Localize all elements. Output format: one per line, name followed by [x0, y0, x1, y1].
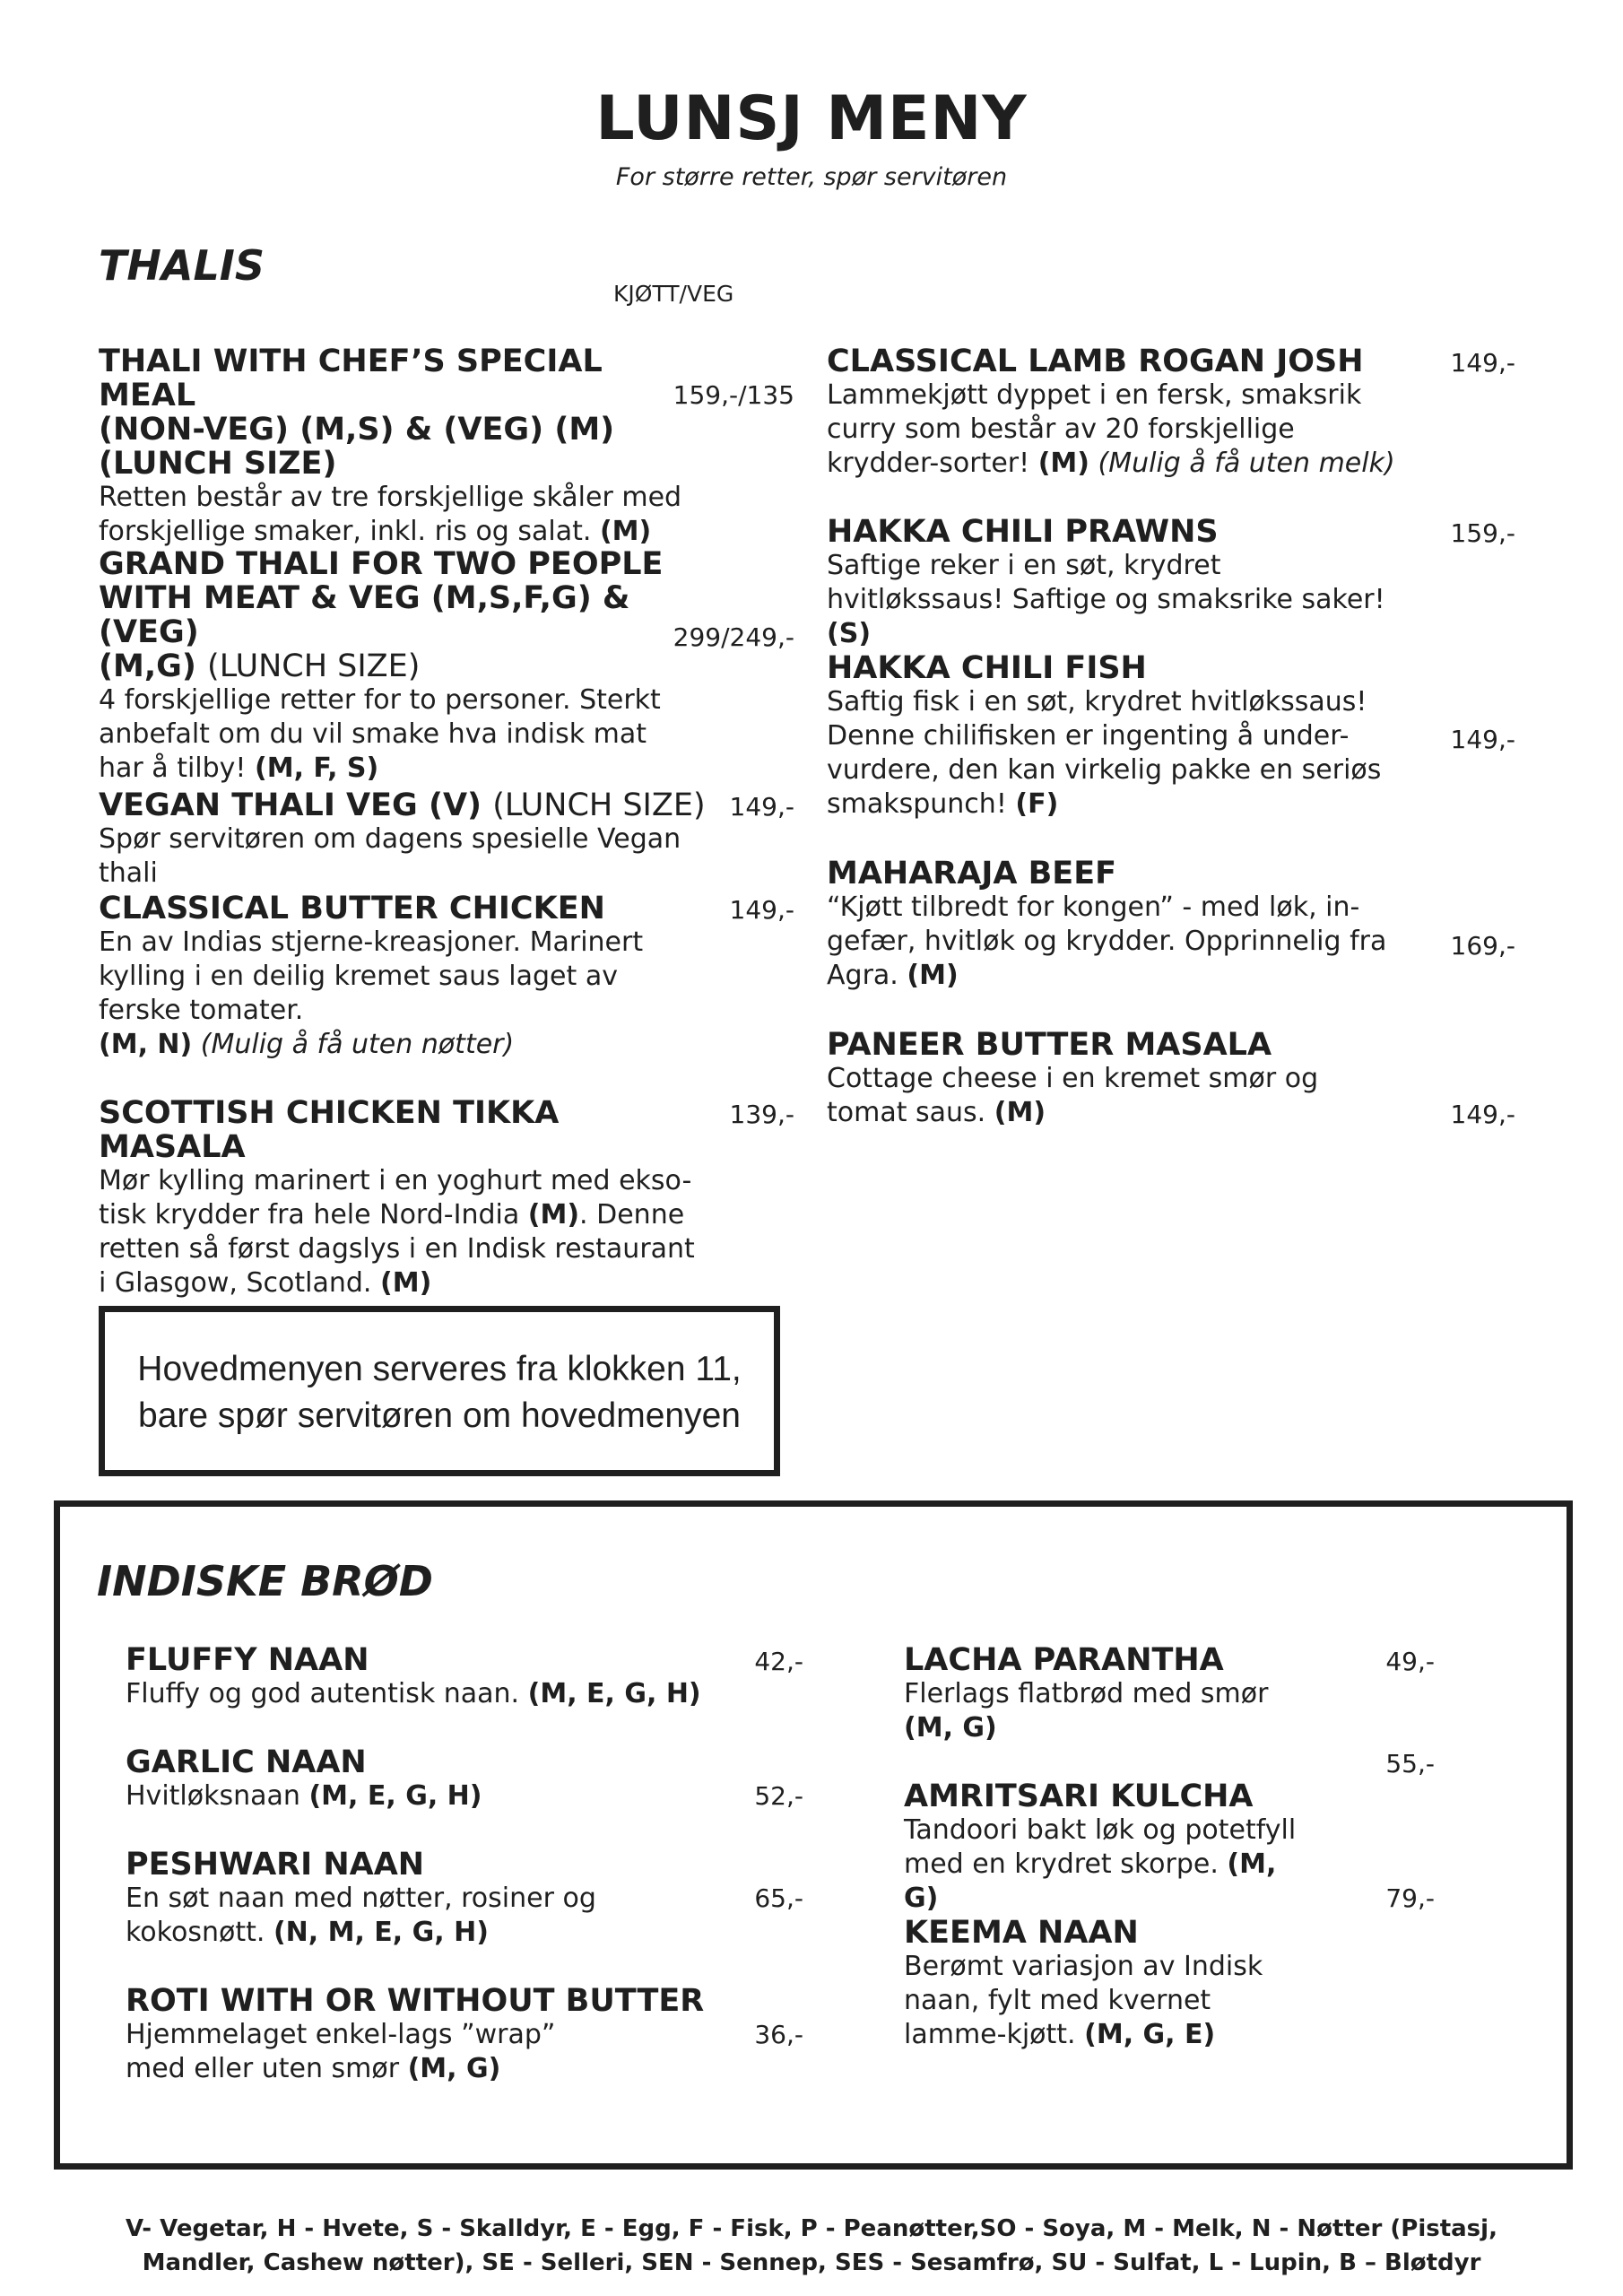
item-allergens: (M, N) (Mulig å få uten nøtter): [99, 1029, 515, 1060]
item-name: CLASSICAL BUTTER CHICKEN: [99, 891, 605, 926]
section-title-thalis: THALIS: [99, 241, 265, 290]
menu-item: [827, 344, 1401, 481]
menu-item: [126, 1745, 735, 1813]
menu-item: [126, 1984, 735, 2086]
item-name: AMRITSARI KULCHA: [904, 1779, 1254, 1814]
item-name: MAHARAJA BEEF: [827, 856, 1117, 891]
item-name: CLASSICAL LAMB ROGAN JOSH: [827, 344, 1364, 379]
item-price: 42,-: [754, 1647, 803, 1676]
item-price: 139,-: [729, 1100, 794, 1129]
item-description: Mør kylling marinert i en yoghurt med ekso-tisk krydder fra hele Nord-India (M). Denne retten så først dagslys i en Indisk restaurant i Glasgow, Scotland. (M): [99, 1165, 695, 1299]
item-price: 149,-: [1450, 1100, 1515, 1129]
notice-line: Hovedmenyen serveres fra klokken 11,: [137, 1350, 742, 1388]
menu-item: [126, 1643, 735, 1711]
item-name: (M,G) (LUNCH SIZE): [99, 648, 421, 684]
menu-item: [99, 1096, 699, 1300]
item-name: THALI WITH CHEF’S SPECIAL MEAL: [99, 344, 603, 413]
item-name: HAKKA CHILI PRAWNS: [827, 514, 1219, 550]
item-name: PANEER BUTTER MASALA: [827, 1027, 1272, 1063]
menu-item: [126, 1848, 753, 1950]
menu-item: [904, 1643, 1316, 1745]
item-price: 55,-: [1385, 1749, 1435, 1779]
item-description: Lammekjøtt dyppet i en fersk, smaksrik curry som består av 20 forskjellige krydder-sorter! (M) (Mulig å få uten melk): [827, 379, 1395, 479]
menu-item: [99, 547, 699, 786]
item-description: Retten består av tre forskjellige skåler med forskjellige smaker, inkl. ris og salat. (M): [99, 482, 682, 547]
item-price: 149,-: [1450, 348, 1515, 378]
item-name: ROTI WITH OR WITHOUT BUTTER: [126, 1983, 705, 2019]
item-price: 159,-: [1450, 518, 1515, 548]
menu-item: [904, 1916, 1316, 2052]
main-menu-notice: [99, 1306, 780, 1476]
item-description: Hjemmelaget enkel-lags ”wrap” med eller uten smør (M, G): [126, 2019, 556, 2084]
item-description: Fluffy og god autentisk naan. (M, E, G, H): [126, 1678, 701, 1709]
item-description: “Kjøtt tilbredt for kongen” - med løk, in-gefær, hvitløk og krydder. Opprinnelig fra Agra. (M): [827, 891, 1387, 991]
item-description: Saftige reker i en søt, krydret hvitløkssaus! Saftige og smaksrike saker! (S): [827, 550, 1385, 649]
menu-item: [99, 891, 699, 1062]
item-price: 149,-: [729, 895, 794, 925]
menu-item: [827, 515, 1401, 651]
item-name: SCOTTISH CHICKEN TIKKA MASALA: [99, 1095, 560, 1165]
item-description: Tandoori bakt løk og potetfyll med en krydret skorpe. (M, G): [904, 1814, 1297, 1914]
item-name: WITH MEAT & VEG (M,S,F,G) & (VEG): [99, 580, 630, 650]
item-name: (NON-VEG) (M,S) & (VEG) (M): [99, 412, 615, 448]
legend-line: Mandler, Cashew nøtter), SE - Selleri, SEN - Sennep, SES - Sesamfrø, SU - Sulfat, L - Lupin, B – Bløtdyr: [142, 2249, 1481, 2276]
item-price: 52,-: [754, 1781, 803, 1811]
notice-line: bare spør servitøren om hovedmenyen: [138, 1396, 741, 1435]
page-title: LUNSJ MENY: [595, 83, 1028, 154]
menu-item: [827, 857, 1401, 993]
item-name: KEEMA NAAN: [904, 1915, 1139, 1951]
section-title-breads: INDISKE BRØD: [97, 1557, 433, 1605]
allergen-legend: [0, 2212, 1623, 2280]
item-description: Flerlags flatbrød med smør: [904, 1678, 1269, 1709]
item-name: FLUFFY NAAN: [126, 1642, 369, 1678]
page-subtitle: For større retter, spør servitøren: [615, 163, 1008, 191]
menu-item: [99, 788, 708, 891]
item-allergens: (M, G): [904, 1712, 997, 1744]
item-price: 79,-: [1385, 1883, 1435, 1913]
legend-line: V- Vegetar, H - Hvete, S - Skalldyr, E - Egg, F - Fisk, P - Peanøtter,SO - Soya, M - Melk, N - Nøtter (Pistasj,: [126, 2215, 1497, 2242]
item-price: 169,-: [1450, 931, 1515, 961]
menu-item: [827, 651, 1401, 822]
item-description: Hvitløksnaan (M, E, G, H): [126, 1780, 482, 1812]
menu-item: [827, 1028, 1419, 1130]
item-size: (LUNCH SIZE): [99, 446, 337, 482]
item-description: En søt naan med nøtter, rosiner og kokosnøtt. (N, M, E, G, H): [126, 1883, 596, 1948]
item-name: GARLIC NAAN: [126, 1744, 367, 1780]
item-name: GRAND THALI FOR TWO PEOPLE: [99, 546, 664, 582]
item-name: LACHA PARANTHA: [904, 1642, 1224, 1678]
item-price: 65,-: [754, 1883, 803, 1913]
item-price: 149,-: [729, 792, 794, 822]
item-description: Cottage cheese i en kremet smør og tomat saus. (M): [827, 1063, 1319, 1128]
item-name: VEGAN THALI VEG (V) (LUNCH SIZE): [99, 787, 706, 823]
item-name: PESHWARI NAAN: [126, 1847, 425, 1883]
item-price: 149,-: [1450, 725, 1515, 754]
item-price: 49,-: [1385, 1647, 1435, 1676]
item-price: 299/249,-: [673, 622, 794, 652]
item-price: 36,-: [754, 2020, 803, 2049]
column-label: KJØTT/VEG: [613, 281, 734, 307]
item-description: Berømt variasjon av Indisk naan, fylt med kvernet lamme-kjøtt. (M, G, E): [904, 1951, 1263, 2050]
item-description: En av Indias stjerne-kreasjoner. Marinert kylling i en deilig kremet saus laget av ferske tomater.: [99, 926, 644, 1026]
item-description: Saftig fisk i en søt, krydret hvitløkssaus! Denne chilifisken er ingenting å under-vurdere, den kan virkelig pakke en seriøs smakspunch! (F): [827, 686, 1382, 820]
item-description: 4 forskjellige retter for to personer. Sterkt anbefalt om du vil smake hva indisk mat har å tilby! (M, F, S): [99, 684, 661, 784]
menu-item: [99, 344, 690, 549]
item-price: 159,-/135: [673, 380, 794, 410]
item-description: Spør servitøren om dagens spesielle Vegan thali: [99, 823, 681, 889]
item-name: HAKKA CHILI FISH: [827, 650, 1147, 686]
menu-item: [904, 1779, 1316, 1916]
